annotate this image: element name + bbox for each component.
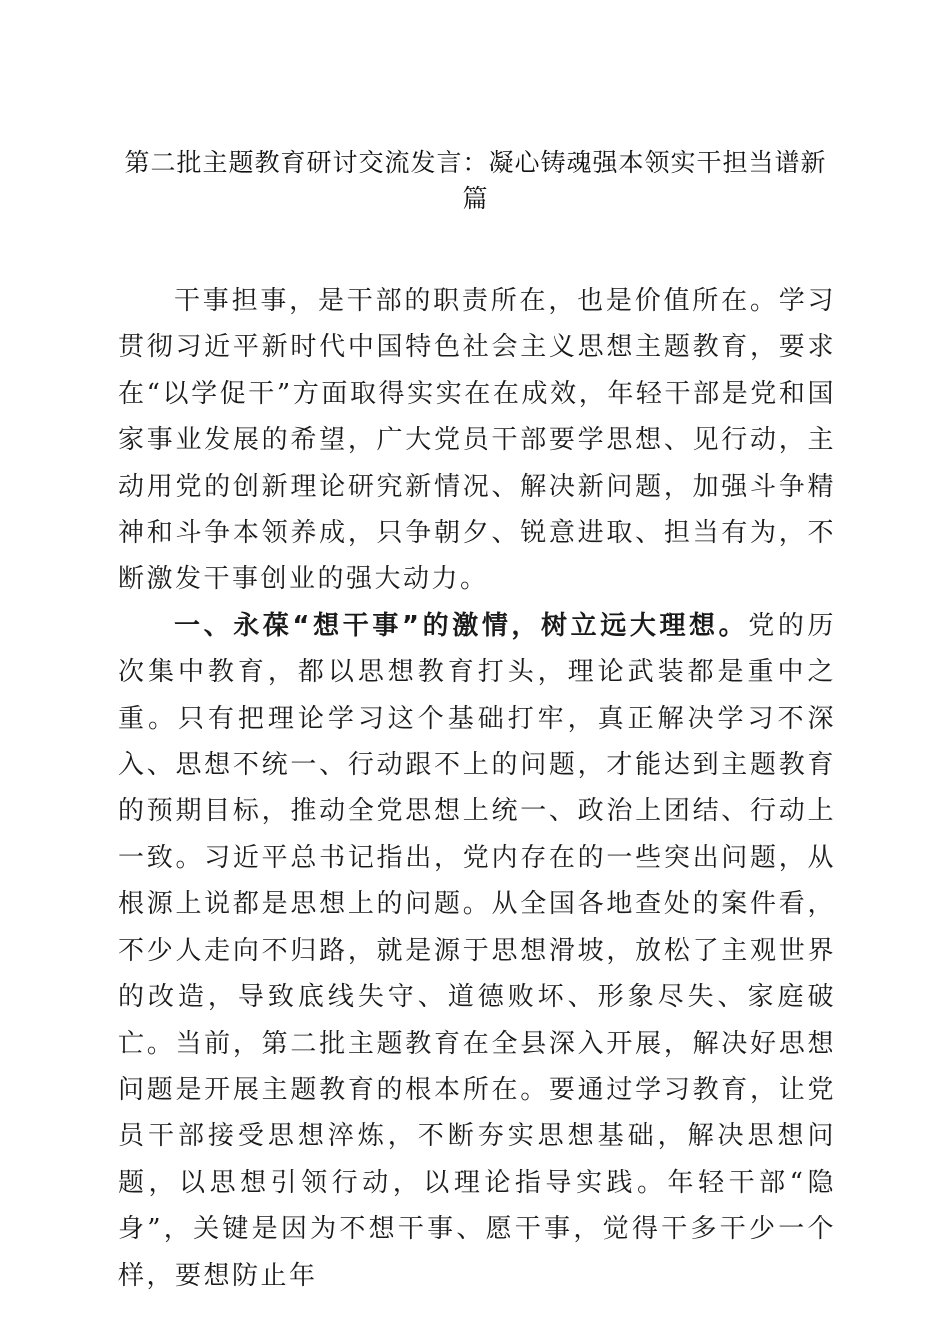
paragraph-intro bbox=[118, 278, 836, 603]
document-body bbox=[118, 278, 836, 1299]
paragraph-section-1 bbox=[118, 603, 836, 1299]
section-1-text: 党的历次集中教育，都以思想教育打头，理论武装都是重中之重。只有把理论学习这个基础打牢，真正解决学习不深入、思想不统一、行动跟不上的问题，才能达到主题教育的预期目标，推动全党思想上统一、政治上团结、行动上一致。习近平总书记指出，党内存在的一些突出问题，从根源上说都是思想上的问题。从全国各地查处的案件看，不少人走向不归路，就是源于思想滑坡，放松了主观世界的改造，导致底线失守、道德败坏、形象尽失、家庭破亡。当前，第二批主题教育在全县深入开展，解决好思想问题是开展主题教育的根本所在。要通过学习教育，让党员干部接受思想淬炼，不断夯实思想基础，解决思想问题，以思想引领行动，以理论指导实践。年轻干部“隐身”，关键是因为不想干事、愿干事，觉得干多干少一个样，要想防止年 bbox=[118, 610, 836, 1291]
document-title: 第二批主题教育研讨交流发言：凝心铸魂强本领实干担当谱新篇 bbox=[124, 148, 827, 213]
paragraph-intro-text: 干事担事，是干部的职责所在，也是价值所在。学习贯彻习近平新时代中国特色社会主义思想主题教育，要求在“以学促干”方面取得实实在在成效，年轻干部是党和国家事业发展的希望，广大党员干部要学思想、见行动，主动用党的创新理论研究新情况、解决新问题，加强斗争精神和斗争本领养成，只争朝夕、锐意进取、担当有为，不断激发干事创业的强大动力。 bbox=[118, 286, 836, 595]
section-1-heading: 一、永葆“想干事”的激情，树立远大理想。 bbox=[174, 610, 749, 641]
